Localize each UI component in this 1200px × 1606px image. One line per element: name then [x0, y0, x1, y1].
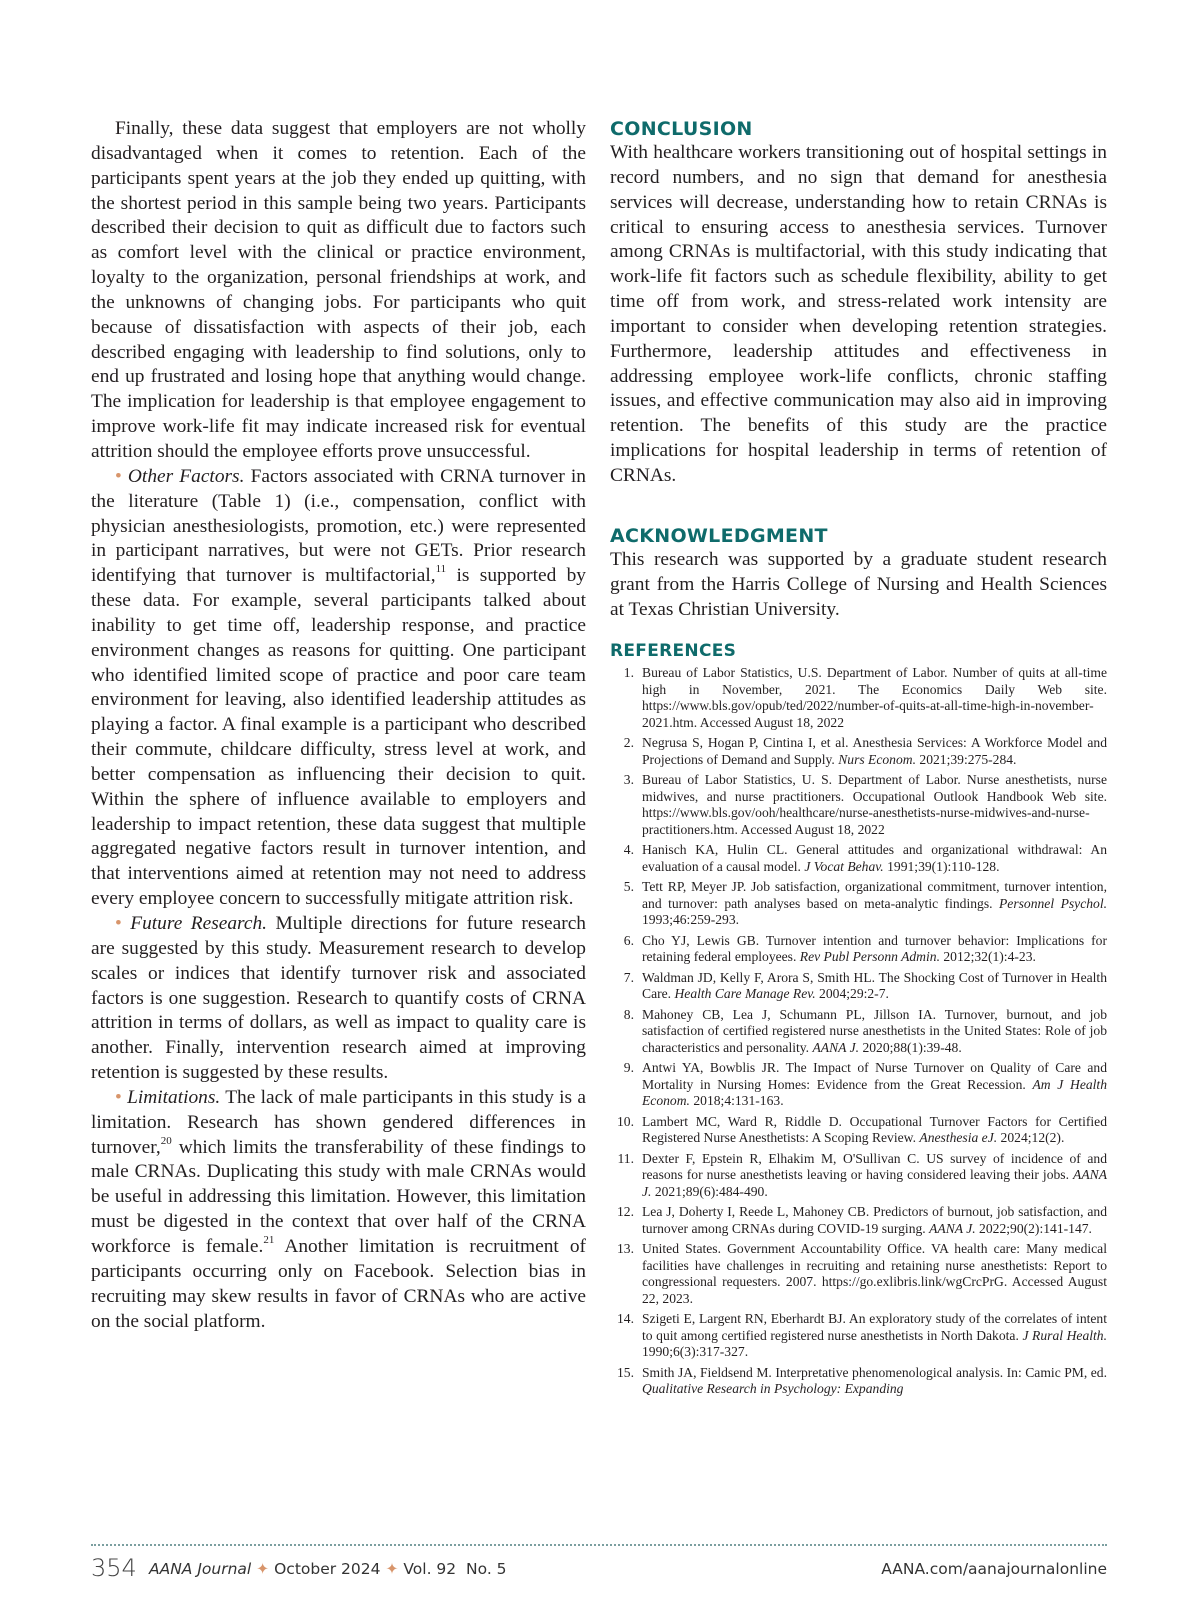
reference-text: Bureau of Labor Statistics, U.S. Department of Labor. Number of quits at all-time high in November, 2021. The Economics Daily Web site. https://www.bls.gov/opub/ted/2022/number-of-quits-at-all-time-high-in-november-2021.htm. Accessed August 18, 2022 — [642, 665, 1107, 730]
reference-item — [610, 970, 1107, 1003]
citation-superscript: 11 — [435, 563, 447, 576]
bullet-icon: • — [115, 913, 122, 934]
reference-text: Lambert MC, Ward R, Riddle D. Occupational Turnover Factors for Certified Registered Nurse Anesthetists: A Scoping Review. — [642, 1113, 1107, 1146]
reference-number: 8. — [623, 1006, 634, 1022]
reference-citation: 1991;39(1):110-128. — [883, 858, 1000, 874]
reference-citation: 2024;12(2). — [997, 1130, 1065, 1146]
reference-text: Smith JA, Fieldsend M. Interpretative phenomenological analysis. In: Camic PM, ed. — [642, 1364, 1107, 1380]
citation-superscript: 20 — [160, 1134, 172, 1147]
reference-text: Antwi YA, Bowblis JR. The Impact of Nurse Turnover on Quality of Care and Mortality in Nursing Homes: Evidence from the Great Recession. — [642, 1060, 1107, 1092]
run-in-heading: Other Factors. — [127, 465, 245, 487]
page-footer — [91, 1556, 1107, 1584]
reference-number: 9. — [623, 1060, 634, 1076]
reference-item — [610, 1365, 1107, 1398]
left-column — [91, 117, 586, 1334]
reference-item — [610, 879, 1107, 929]
paragraph-future-research: • Future Research. Multiple directions for future research are suggested by this study. Measurement research to develop scales or indices that identify turnover risk and associated factors is one suggestion. Research to quantify costs of CRNA attrition in terms of dollars, as well as impact to quality care is another. Finally, intervention research aimed at improving retention is suggested by these results. — [91, 913, 586, 1084]
reference-item — [610, 1204, 1107, 1237]
reference-text: Tett RP, Meyer JP. Job satisfaction, organizational commitment, turnover intention, and turnover: path analyses based on meta-analytic findings. — [642, 879, 1107, 911]
reference-number: 2. — [623, 735, 634, 751]
reference-item — [610, 1241, 1107, 1307]
run-in-heading: Future Research. — [130, 913, 268, 934]
reference-journal: AANA J. — [929, 1220, 976, 1236]
paragraph-limitations: • Limitations. The lack of male participants in this study is a limitation. Research has shown gendered differences in turnover,$^{20}$ which limits the transferability of these findings to male CRNAs. Duplicating this study with male CRNAs would be useful in addressing this limitation. However, this limitation must be digested in the context that over half of the CRNA workforce is female.$^{21}$ Another limitation is recruitment of participants occurring only on Facebook. Selection bias in recruiting may skew results in favor of CRNAs who are active on the social platform. — [91, 1086, 586, 1332]
reference-text: Mahoney CB, Lea J, Schumann PL, Jillson IA. Turnover, burnout, and job satisfaction of certified registered nurse anesthetists in the United States: Role of job characteristics and personality. — [642, 1006, 1107, 1055]
reference-number: 10. — [617, 1113, 634, 1129]
reference-number: 11. — [617, 1150, 634, 1166]
reference-journal: Qualitative Research in Psychology: Expanding — [642, 1381, 904, 1397]
reference-number: 6. — [623, 932, 634, 948]
reference-number: 12. — [617, 1204, 634, 1220]
reference-journal: Nurs Econom. — [838, 751, 916, 767]
reference-item — [610, 772, 1107, 838]
reference-number: 1. — [623, 665, 634, 681]
citation-superscript: 21 — [263, 1233, 275, 1246]
reference-journal: AANA J. — [642, 1167, 1107, 1199]
footer-divider — [91, 1544, 1107, 1546]
references-list — [610, 665, 1107, 1398]
reference-number: 15. — [617, 1364, 634, 1380]
conclusion-heading: CONCLUSION — [610, 118, 753, 140]
reference-journal: J Vocat Behav. — [804, 858, 884, 874]
reference-item — [610, 1151, 1107, 1201]
issue-number: No. 5 — [466, 1560, 507, 1578]
reference-citation: 1990;6(3):317-327. — [642, 1344, 749, 1360]
reference-text: Bureau of Labor Statistics, U. S. Department of Labor. Nurse anesthetists, nurse midwives, and nurse practitioners. Occupational Outlook Handbook Web site. https://www.bls.gov/ooh/healthcare/nurse-anesthetists-nurse-midwives-and-nurse-practitioners.htm. Accessed August 18, 2022 — [642, 772, 1107, 837]
reference-citation: 2012;32(1):4-23. — [939, 949, 1036, 965]
reference-text: Lea J, Doherty I, Reede L, Mahoney CB. Predictors of burnout, job satisfaction, and turnover among CRNAs during COVID-19 surging. — [642, 1204, 1107, 1236]
reference-text: Szigeti E, Largent RN, Eberhardt BJ. An exploratory study of the correlates of intent to quit among certified registered nurse anesthetists in North Dakota. — [642, 1311, 1107, 1343]
paragraph-retention: Finally, these data suggest that employers are not wholly disadvantaged when it comes to retention. Each of the participants spent years at the job they ended up quitting, with the shortest period in this sample being two years. Participants described their decision to quit as difficult due to factors such as comfort level with the clinical or practice environment, loyalty to the organization, personal friendships at work, and the unknowns of changing jobs. For participants who quit because of dissatisfaction with aspects of their job, each described engaging with leadership to find solutions, only to end up frustrated and losing hope that anything would change. The implication for leadership is that employee engagement to improve work-life fit may indicate increased risk for eventual attrition should the employee efforts prove unsuccessful. — [91, 118, 586, 462]
reference-citation: 2021;89(6):484-490. — [651, 1183, 768, 1199]
conclusion-text: With healthcare workers transitioning out of hospital settings in record numbers, and no sign that demand for anesthesia services will decrease, understanding how to retain CRNAs is critical to ensuring access to anesthesia services. Turnover among CRNAs is multifactorial, with this study indicating that work-life fit factors such as schedule flexibility, ability to get time off from work, and stress-related work intensity are important to consider when developing retention strategies. Furthermore, leadership attitudes and effectiveness in addressing employee work-life conflicts, chronic staffing issues, and effective communication may also aid in improving retention. The benefits of this study are the practice implications for hospital leadership in terms of retention of CRNAs. — [610, 142, 1107, 486]
reference-item — [610, 933, 1107, 966]
reference-number: 7. — [623, 969, 634, 985]
reference-number: 3. — [623, 772, 634, 788]
reference-item — [610, 1060, 1107, 1110]
reference-number: 5. — [623, 879, 634, 895]
reference-item — [610, 1007, 1107, 1057]
diamond-icon: ✦ — [256, 1560, 270, 1578]
reference-journal: Personnel Psychol. — [999, 895, 1107, 911]
reference-number: 13. — [617, 1241, 634, 1257]
reference-citation: 2018;4:131-163. — [689, 1093, 784, 1109]
references-heading: REFERENCES — [610, 641, 737, 662]
reference-number: 14. — [617, 1311, 634, 1327]
reference-journal: J Rural Health. — [1022, 1327, 1107, 1343]
journal-website-link[interactable]: AANA.com/aanajournalonline — [881, 1560, 1107, 1578]
reference-citation: 1993;46:259-293. — [642, 912, 740, 928]
reference-journal: Am J Health Econom. — [642, 1076, 1108, 1109]
reference-citation: 2004;29:2-7. — [815, 986, 889, 1002]
reference-text: Hanisch KA, Hulin CL. General attitudes and organizational withdrawal: An evaluation of a causal model. — [642, 842, 1107, 874]
acknowledgment-text: This research was supported by a graduate student research grant from the Harris College of Nursing and Health Sciences at Texas Christian University. — [610, 548, 1107, 620]
issue-date: October 2024 — [274, 1560, 381, 1578]
acknowledgment-heading: ACKNOWLEDGMENT — [610, 524, 828, 547]
reference-journal: Rev Publ Personn Admin. — [799, 949, 940, 965]
reference-item — [610, 1114, 1107, 1147]
reference-journal: Anesthesia eJ. — [919, 1130, 998, 1146]
reference-journal: AANA J. — [812, 1039, 860, 1055]
reference-citation: 2020;88(1):39-48. — [859, 1039, 962, 1055]
reference-item — [610, 665, 1107, 731]
journal-name: AANA Journal — [149, 1560, 252, 1578]
reference-item — [610, 842, 1107, 875]
bullet-icon: • — [115, 465, 122, 487]
reference-citation: 2021;39:275-284. — [916, 751, 1017, 767]
right-column — [610, 117, 1107, 1402]
reference-number: 4. — [623, 842, 634, 858]
diamond-icon: ✦ — [385, 1560, 399, 1578]
run-in-heading: Limitations. — [127, 1086, 221, 1108]
journal-info — [149, 1560, 507, 1578]
bullet-icon: • — [115, 1086, 122, 1108]
reference-citation: 2022;90(2):141-147. — [975, 1220, 1092, 1236]
reference-text: Cho YJ, Lewis GB. Turnover intention and turnover behavior: Implications for retaining federal employees. — [642, 932, 1107, 965]
reference-journal: Health Care Manage Rev. — [674, 986, 816, 1002]
reference-text: United States. Government Accountability Office. VA health care: Many medical facilities have challenges in recruiting and retaining nurse anesthetists: Report to congressional requesters. 2007. https://go.exlibris.link/wgCrcPrG. Accessed August 22, 2023. — [642, 1241, 1107, 1306]
reference-text: Dexter F, Epstein R, Elhakim M, O'Sullivan C. US survey of incidence of and reasons for nurse anesthetists leaving or having considered leaving their jobs. — [642, 1150, 1107, 1183]
volume: Vol. 92 — [403, 1560, 457, 1578]
reference-text: Negrusa S, Hogan P, Cintina I, et al. Anesthesia Services: A Workforce Model and Projections of Demand and Supply. — [642, 735, 1107, 767]
page-number: 354 — [91, 1554, 137, 1582]
reference-text: Waldman JD, Kelly F, Arora S, Smith HL. The Shocking Cost of Turnover in Health Care. — [642, 969, 1107, 1002]
reference-item — [610, 1311, 1107, 1361]
reference-item — [610, 735, 1107, 768]
paragraph-other-factors: • Other Factors. Factors associated with CRNA turnover in the literature (Table 1) (i.e., compensation, conflict with physician anesthesiologists, promotion, etc.) were represented in participant narratives, but were not GETs. Prior research identifying that turnover is multifactorial,$^{11}$ is supported by these data. For example, several participants talked about inability to get time off, leadership response, and practice environment changes as reasons for quitting. One participant who identified limited scope of practice and poor care team environment for leaving, also identified leadership attitudes as playing a factor. A final example is a participant who described their commute, childcare difficulty, stress level at work, and better compensation as influencing their decision to quit. Within the sphere of influence available to employers and leadership to impact retention, these data suggest that multiple aggregated negative factors result in turnover intention, and that interventions aimed at retention may not need to address every employee concern to successfully mitigate attrition risk. — [91, 465, 586, 910]
